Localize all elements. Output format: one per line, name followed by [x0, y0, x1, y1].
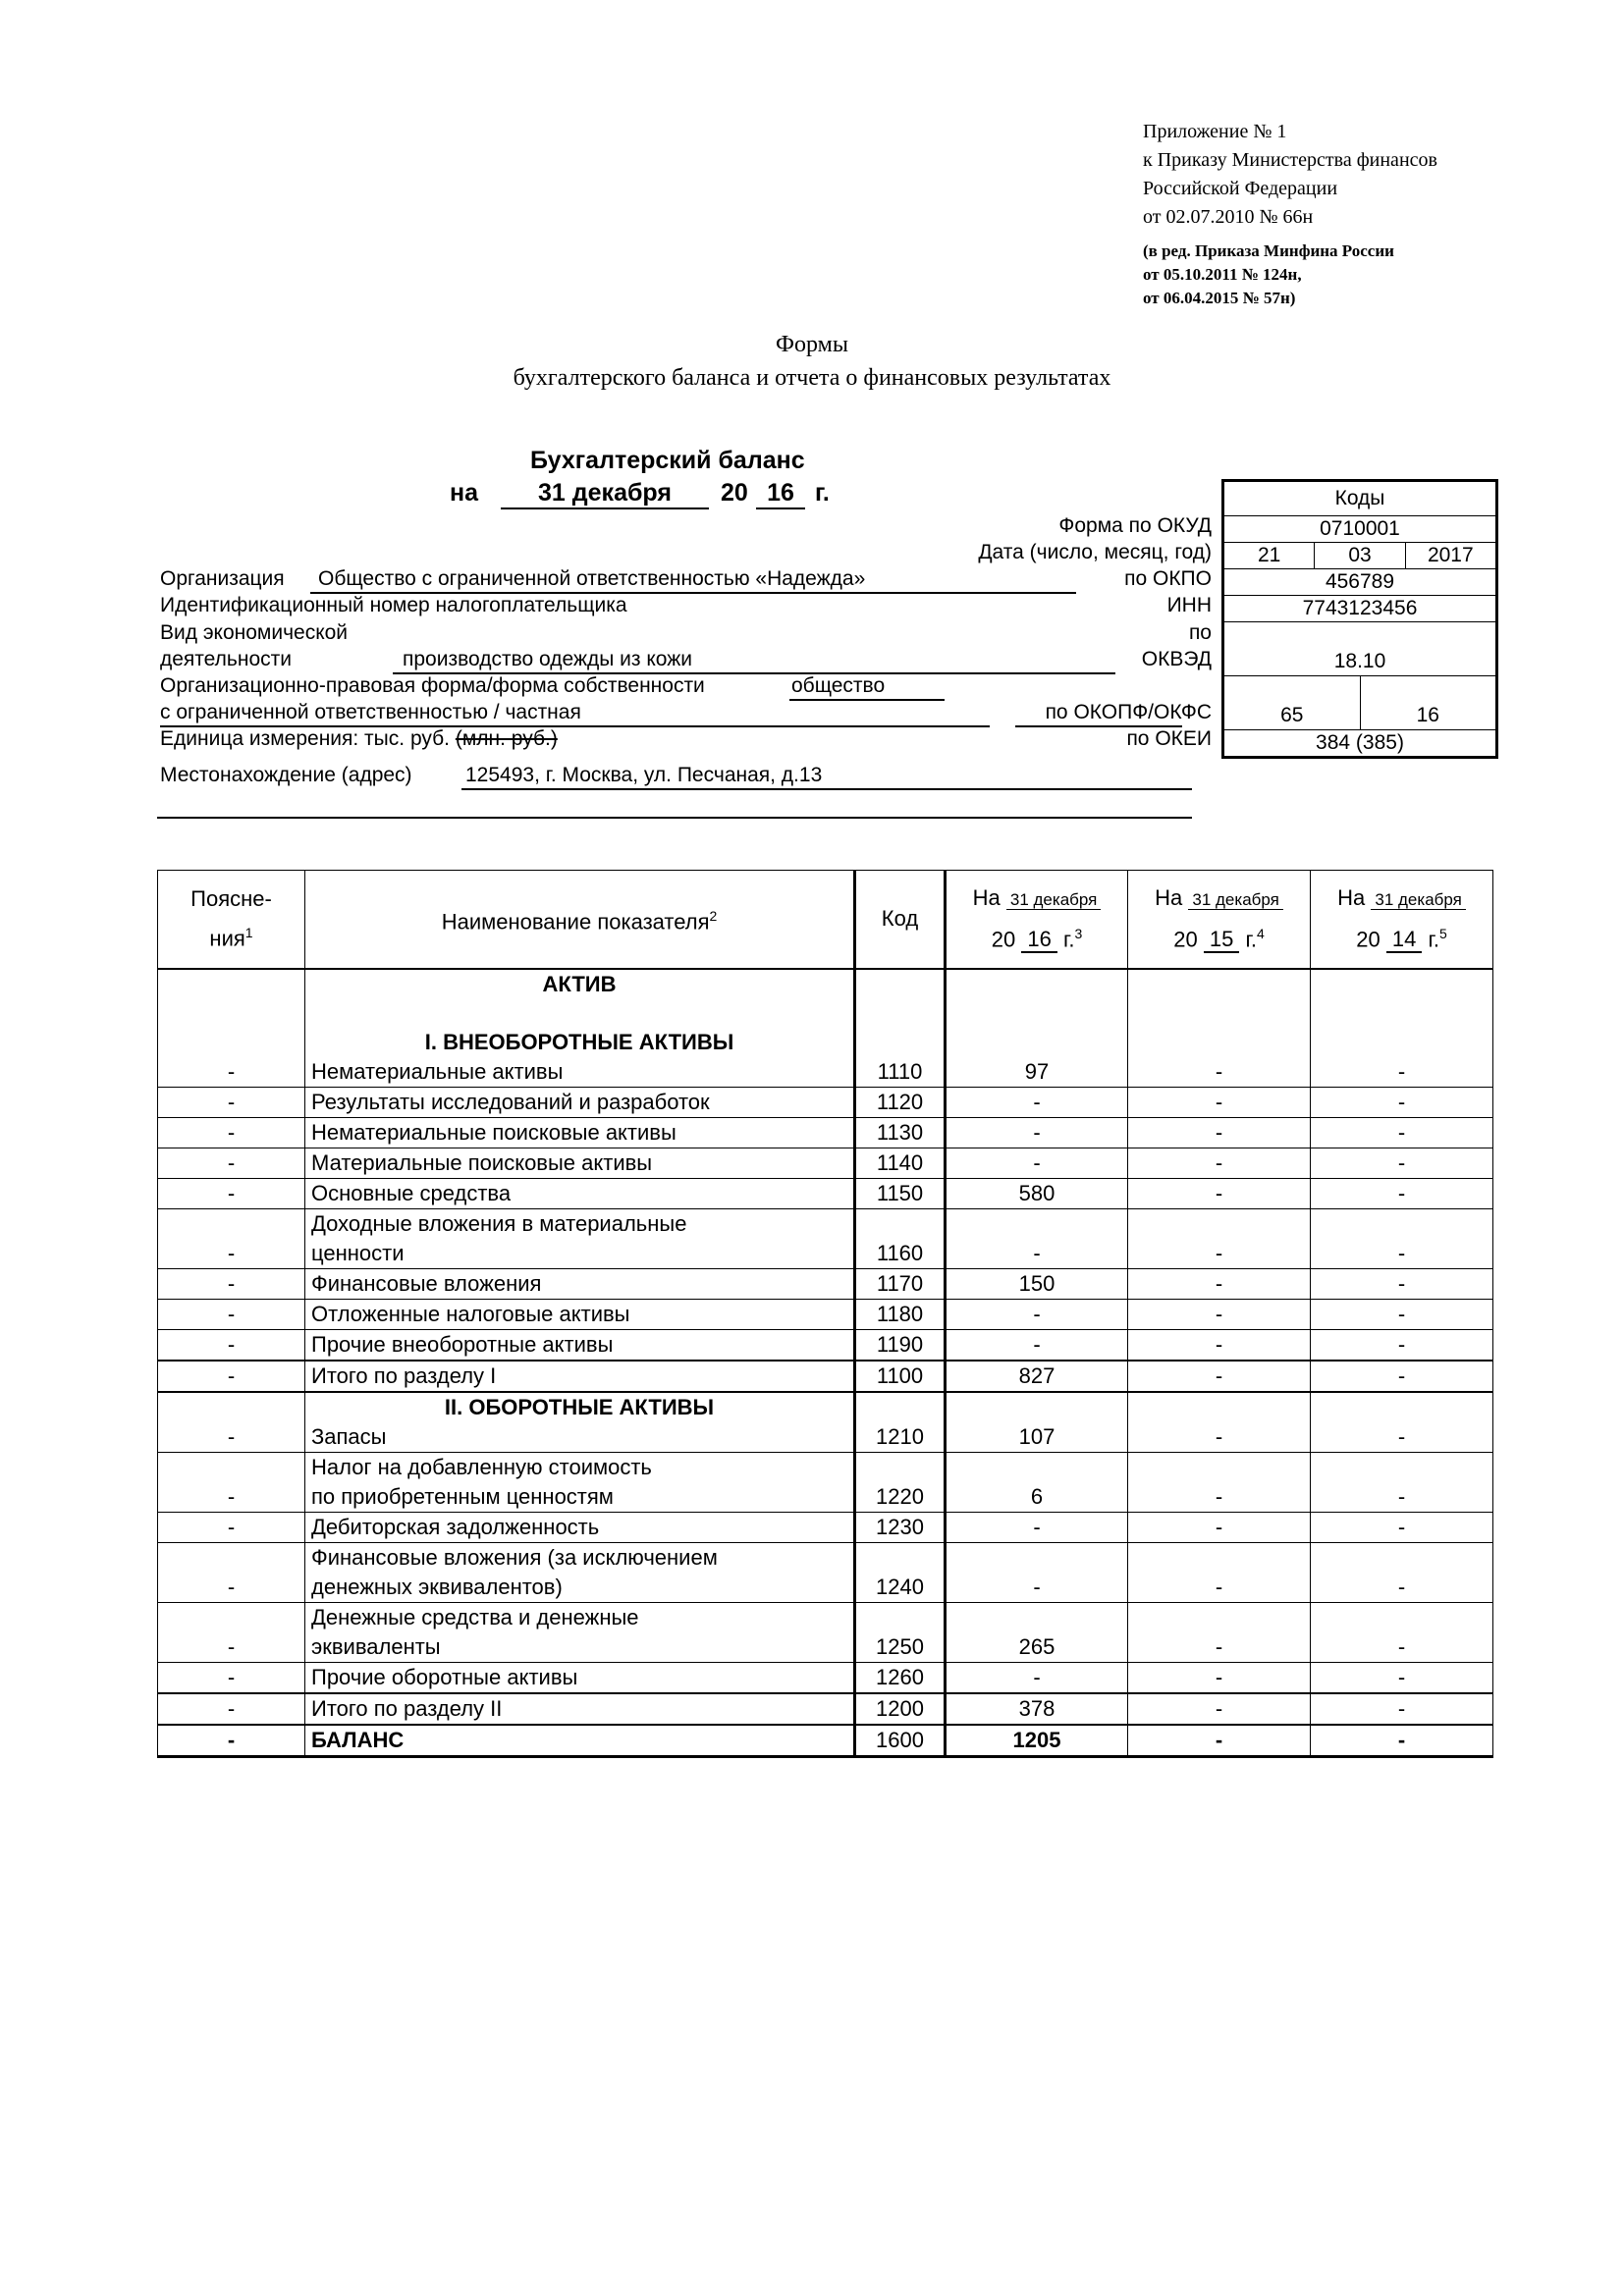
- edition-line: от 06.04.2015 № 57н): [1143, 289, 1296, 307]
- balance-date-value: 31 декабря: [501, 479, 709, 509]
- section-header: АКТИВ I. ВНЕОБОРОТНЫЕ АКТИВЫ Нематериальные активы: [305, 969, 855, 1088]
- appendix-line: от 02.07.2010 № 66н: [1143, 206, 1314, 228]
- inn-label: ИНН: [1166, 594, 1212, 616]
- date-year: 2017: [1405, 543, 1495, 568]
- okud-value: 0710001: [1320, 517, 1400, 540]
- unit-struck: (млн. руб.): [455, 727, 558, 750]
- table-header-row: [158, 871, 1493, 969]
- activity-label-2: деятельности: [160, 648, 292, 670]
- balance-table: [157, 870, 1493, 1758]
- table-row: - II. ОБОРОТНЫЕ АКТИВЫ Запасы 1210 107 - -: [158, 1392, 1493, 1453]
- appendix-line: Приложение № 1: [1143, 121, 1287, 142]
- opf-value: общество: [791, 674, 886, 697]
- balance-na: на: [450, 479, 479, 507]
- table-row: - Налог на добавленную стоимость по приобретенным ценностям 1220 6 - -: [158, 1452, 1493, 1512]
- activity-label-1: Вид экономической: [160, 621, 349, 644]
- activity-value: производство одежды из кожи: [403, 648, 693, 670]
- table-row: - Результаты исследований и разработок 1120 - - -: [158, 1087, 1493, 1117]
- balance-g: г.: [815, 479, 830, 507]
- table-row: - Прочие внеоборотные активы 1190 - - -: [158, 1329, 1493, 1361]
- table-row: - Денежные средства и денежные эквиваленты 1250 265 - -: [158, 1602, 1493, 1662]
- unit-label: [160, 725, 558, 752]
- section-header: II. ОБОРОТНЫЕ АКТИВЫ: [444, 1394, 715, 1419]
- forms-title-line: Формы: [776, 332, 848, 357]
- okei-row: [1224, 729, 1495, 756]
- address-label: Местонахождение (адрес): [160, 764, 412, 786]
- col-period-header-2: На 31 декабря 20 15 г.$^4$: [1128, 871, 1311, 969]
- address-underline-2: [157, 817, 1192, 819]
- col-period-header-1: На 31 декабря 20 16 г.$^3$: [946, 871, 1128, 969]
- appendix-note: [1143, 118, 1437, 310]
- okpo-label: по ОКПО: [1124, 567, 1212, 590]
- table-row-balance: - БАЛАНС 1600 1205 - -: [158, 1725, 1493, 1757]
- table-row: - Отложенные налоговые активы 1180 - - -: [158, 1299, 1493, 1329]
- codes-header: Коды: [1334, 487, 1385, 509]
- col-notes-header: Поясне- ния$^1$: [158, 871, 305, 969]
- po-label: по: [1188, 621, 1212, 644]
- balance-year: 16: [756, 479, 805, 509]
- table-row: - АКТИВ I. ВНЕОБОРОТНЫЕ АКТИВЫ Нематериальные активы 1110 97 - -: [158, 969, 1493, 1088]
- edition-line: (в ред. Приказа Минфина России: [1143, 241, 1394, 260]
- table-row: - Основные средства 1150 580 - -: [158, 1178, 1493, 1208]
- appendix-line: Российской Федерации: [1143, 178, 1338, 199]
- col-name-header: Наименование показателя$^2$: [305, 871, 855, 969]
- okei-label: по ОКЕИ: [1126, 727, 1212, 750]
- col-period-header-3: На 31 декабря 20 14 г.$^5$: [1311, 871, 1493, 969]
- org-value: Общество с ограниченной ответственностью «Надежда»: [318, 567, 866, 590]
- forms-title: [0, 328, 1624, 395]
- opf-label-1: Организационно-правовая форма/форма собственности: [160, 674, 705, 697]
- okopf-row: [1224, 675, 1495, 729]
- table-row: - Финансовые вложения 1170 150 - -: [158, 1268, 1493, 1299]
- table-row: - Нематериальные поисковые активы 1130 - - -: [158, 1117, 1493, 1148]
- col-code-header: Код: [855, 871, 946, 969]
- table-row: - Дебиторская задолженность 1230 - - -: [158, 1512, 1493, 1542]
- codes-box: [1221, 479, 1498, 759]
- unit-text: Единица измерения: тыс. руб.: [160, 727, 450, 750]
- okei-value: 384 (385): [1316, 731, 1404, 754]
- table-row: - Материальные поисковые активы 1140 - - -: [158, 1148, 1493, 1178]
- okopf-underline: [1015, 725, 1182, 727]
- okfs-value: 16: [1360, 676, 1496, 729]
- forms-title-line: бухгалтерского баланса и отчета о финансовых результатах: [513, 365, 1111, 391]
- okved-row: [1224, 621, 1495, 675]
- okpo-value: 456789: [1325, 570, 1395, 593]
- inn-value: 7743123456: [1302, 597, 1418, 619]
- table-row: - Прочие оборотные активы 1260 - - -: [158, 1662, 1493, 1693]
- org-label: Организация: [160, 567, 285, 590]
- address-underline: [461, 788, 1192, 790]
- okved-label: ОКВЭД: [1141, 648, 1212, 670]
- edition-note: [1143, 240, 1437, 310]
- okud-label: Форма по ОКУД: [1058, 514, 1212, 537]
- okopf-value: 65: [1280, 704, 1304, 726]
- appendix-line: к Приказу Министерства финансов: [1143, 149, 1437, 171]
- address-value: 125493, г. Москва, ул. Песчаная, д.13: [465, 764, 823, 786]
- inn-row: [1224, 595, 1495, 621]
- date-month: 03: [1314, 543, 1404, 568]
- balance-century: 20: [721, 479, 748, 507]
- opf-underline: [789, 699, 945, 701]
- codes-header-row: [1224, 482, 1495, 515]
- edition-line: от 05.10.2011 № 124н,: [1143, 265, 1302, 284]
- okpo-row: [1224, 568, 1495, 595]
- date-day: 21: [1257, 544, 1281, 566]
- okved-value: 18.10: [1333, 650, 1386, 672]
- okopf-label: по ОКОПФ/ОКФС: [1045, 701, 1212, 723]
- date-row: [1224, 542, 1495, 568]
- table-row: - Итого по разделу I 1100 827 - -: [158, 1361, 1493, 1392]
- okud-row: [1224, 515, 1495, 542]
- table-row: - Итого по разделу II 1200 378 - -: [158, 1693, 1493, 1725]
- table-row: - Финансовые вложения (за исключением денежных эквивалентов) 1240 - - -: [158, 1542, 1493, 1602]
- balance-date: [450, 479, 842, 512]
- opf-label-2: с ограниченной ответственностью / частная: [160, 701, 581, 723]
- date-label: Дата (число, месяц, год): [978, 541, 1212, 563]
- balance-title: Бухгалтерский баланс: [530, 447, 805, 474]
- table-row: - Доходные вложения в материальные ценности 1160 - - -: [158, 1208, 1493, 1268]
- inn-full-label: Идентификационный номер налогоплательщика: [160, 594, 627, 616]
